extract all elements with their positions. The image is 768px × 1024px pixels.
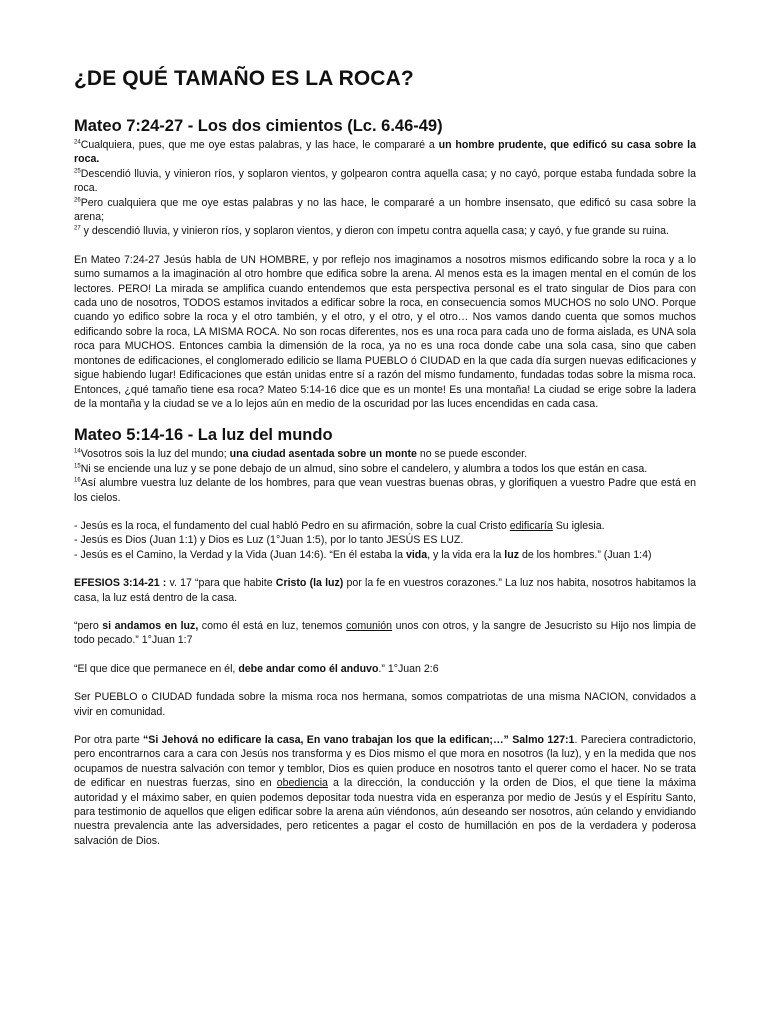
verse-number: 24	[74, 139, 81, 146]
verse-text: Así alumbre vuestra luz delante de los hombres, para que vean vuestras buenas obras, y glorifiquen a vuestro Padre que está en los cielos.	[74, 477, 696, 504]
verse-number: 25	[74, 168, 81, 175]
bullet-text: , y la vida era la	[427, 548, 505, 561]
verse-text: Pero cualquiera que me oye estas palabras y no las hace, le compararé a un hombre insensato, que edificó su casa sobre la arena;	[74, 196, 696, 224]
section-heading-mateo-7: Mateo 7:24-27 - Los dos cimientos (Lc. 6.46-49)	[74, 117, 443, 135]
paragraph-text: . Pareciera contradictorio, pero encontrarnos cara a cara con Jesús nos transforma y es Dios mismo el que mora en nosotros (la luz), y en la medida que nos ocupamos de nuestra salvación con temor y temblor, Dios es quien produce en nosotros tanto el querer como el hacer. No se trata de edificar en nuestras fuerzas, sino en	[74, 734, 696, 790]
quote-text: “pero	[74, 619, 103, 632]
paragraph-text: v. 17 “para que habite	[166, 577, 276, 590]
bullet-text: - Jesús es el Camino, la Verdad y la Vida (Juan 14:6). “En él estaba la	[74, 548, 406, 561]
verse-25	[74, 167, 696, 196]
verse-text: Vosotros sois la luz del mundo;	[80, 448, 230, 461]
verse-27	[74, 224, 696, 238]
quote-text: “El que dice que permanece en él,	[74, 662, 239, 675]
verse-text: Cualquiera, pues, que me oye estas palabras, y las hace, le compararé a	[80, 139, 439, 151]
quote-emphasis: debe andar como él anduvo	[238, 662, 379, 675]
closing-paragraph	[74, 733, 696, 848]
verse-text: y descendió lluvia, y vinieron ríos, y soplaron vientos, y dieron con ímpetu contra aquella casa; y cayó, y fue grande su ruina.	[80, 225, 669, 238]
verse-text: Descendió lluvia, y vinieron ríos, y soplaron vientos, y golpearon contra aquella casa; y no cayó, porque estaba fundada sobre la roca.	[74, 167, 696, 195]
verse-14	[74, 447, 696, 461]
salmo-quote: “Si Jehová no edificare la casa, En vano trabajan los que la edifican;…” Salmo 127:1	[142, 734, 575, 746]
verse-26	[74, 196, 696, 225]
emphasis-vida: vida	[405, 548, 428, 561]
efesios-reference: EFESIOS 3:14-21 :	[74, 577, 167, 590]
paragraph-text: por la fe en vuestros corazones.” La luz nos habita, nosotros habitamos la casa, la luz está dentro de la casa.	[74, 577, 696, 604]
verse-emphasis: una ciudad asentada sobre un monte	[229, 448, 417, 461]
bullet-text: Su iglesia.	[552, 519, 605, 532]
page-title: ¿DE QUÉ TAMAÑO ES LA ROCA?	[74, 67, 414, 90]
verse-24	[74, 138, 696, 167]
paragraph-text: a la dirección, la conducción y la orden de Dios, el que tiene la máxima autoridad y el máximo saber, en quien podemos depositar toda nuestra vida en esperanza por medio de Jesús y el Espíritu Santo, para testimonio de aquellos que eligen edificar sobre la arena aún viéndonos, aún deseando ser nosotros, aún celando y envidiando nuestra prevalencia ante las adversidades, pero reticentes a pagar el costo de humillación en pos de la verdadera y poderosa salvación de Dios.	[74, 777, 696, 847]
section-heading-mateo-5: Mateo 5:14-16 - La luz del mundo	[74, 426, 333, 445]
verse-15	[74, 462, 696, 476]
underlined-word: edificaría	[509, 519, 553, 532]
bullet-text: - Jesús es la roca, el fundamento del cual habló Pedro en su afirmación, sobre la cual Cristo	[74, 519, 510, 532]
bullet-jesus-dios: - Jesús es Dios (Juan 1:1) y Dios es Luz (1°Juan 1:5), por lo tanto JESÚS ES LUZ.	[74, 534, 464, 547]
pueblo-paragraph: Ser PUEBLO o CIUDAD fundada sobre la misma roca nos hermana, somos compatriotas de una misma NACION, convidados a vivir en comunidad.	[74, 691, 696, 718]
verse-number: 16	[74, 477, 81, 484]
emphasis-luz: luz	[504, 548, 519, 561]
bullet-jesus-camino	[74, 548, 696, 562]
verse-16	[74, 476, 696, 505]
verse-number: 27	[74, 225, 81, 232]
quote-text: .” 1°Juan 2:6	[378, 662, 439, 675]
verse-emphasis: un hombre prudente, que edificó su casa sobre la roca.	[74, 139, 696, 166]
underlined-word: obediencia	[276, 777, 328, 790]
verse-text: no se puede esconder.	[416, 448, 528, 461]
verse-number: 26	[74, 197, 81, 204]
paragraph-text: Por otra parte	[74, 734, 143, 746]
efesios-paragraph	[74, 576, 696, 605]
emphasis-cristo: Cristo (la luz)	[275, 577, 344, 590]
verse-number: 14	[74, 448, 81, 455]
underlined-word: comunión	[346, 619, 393, 632]
quote-1-juan-1-7	[74, 619, 696, 648]
verse-text: Ni se enciende una luz y se pone debajo de un almud, sino sobre el candelero, y alumbra a todos los que están en casa.	[80, 462, 648, 475]
body-paragraph-roca: En Mateo 7:24-27 Jesús habla de UN HOMBRE, y por reflejo nos imaginamos a nosotros mismos edificando sobre la roca y a lo sumo sumamos a la imaginación al otro hombre que edifica sobre la arena. Al menos esta es la imagen mental en el común de los lectores. PERO! La mirada se amplifica cuando entendemos que esta perspectiva personal es el trato singular de Dios para con cada uno de nosotros, TODOS estamos invitados a edificar sobre la roca, en consecuencia somos MUCHOS no solo UNO. Porque cuando yo edifico sobre la roca y el otro también, y el otro, y el otro, y el otro… Nos vamos dando cuenta que somos muchos edificando sobre la roca, LA MISMA ROCA. No son rocas diferentes, nos es una roca para cada uno de forma aislada, es UNA sola roca para MUCHOS. Entonces cambia la dimensión de la roca, ya no es una roca donde cabe una sola casa, sino que caben montones de edificaciones, el conglomerado edilicio se llama PUEBLO ó CIUDAD en la que cada día surgen nuevas edificaciones y sigue habiendo lugar! Edificaciones que están unidas entre sí a razón del mismo fundamento, fundadas todas sobre la misma roca. Entonces, ¿qué tamaño tiene esa roca? Mateo 5:14-16 dice que es un monte! Es una montaña! La ciudad se erige sobre la ladera de la montaña y la ciudad se ve a lo lejos aún en medio de la oscuridad por las luces encendidas en cada casa.	[74, 253, 696, 410]
quote-1-juan-2-6	[74, 662, 696, 676]
verse-number: 15	[74, 463, 81, 470]
bullet-text: de los hombres.” (Juan 1:4)	[519, 548, 652, 561]
quote-text: como él está en luz, tenemos	[198, 619, 347, 632]
bullet-jesus-roca	[74, 519, 696, 533]
quote-emphasis: si andamos en luz,	[102, 619, 199, 632]
quote-text: unos con otros, y la sangre de Jesucristo su Hijo nos limpia de todo pecado.” 1°Juan 1:7	[74, 619, 696, 647]
